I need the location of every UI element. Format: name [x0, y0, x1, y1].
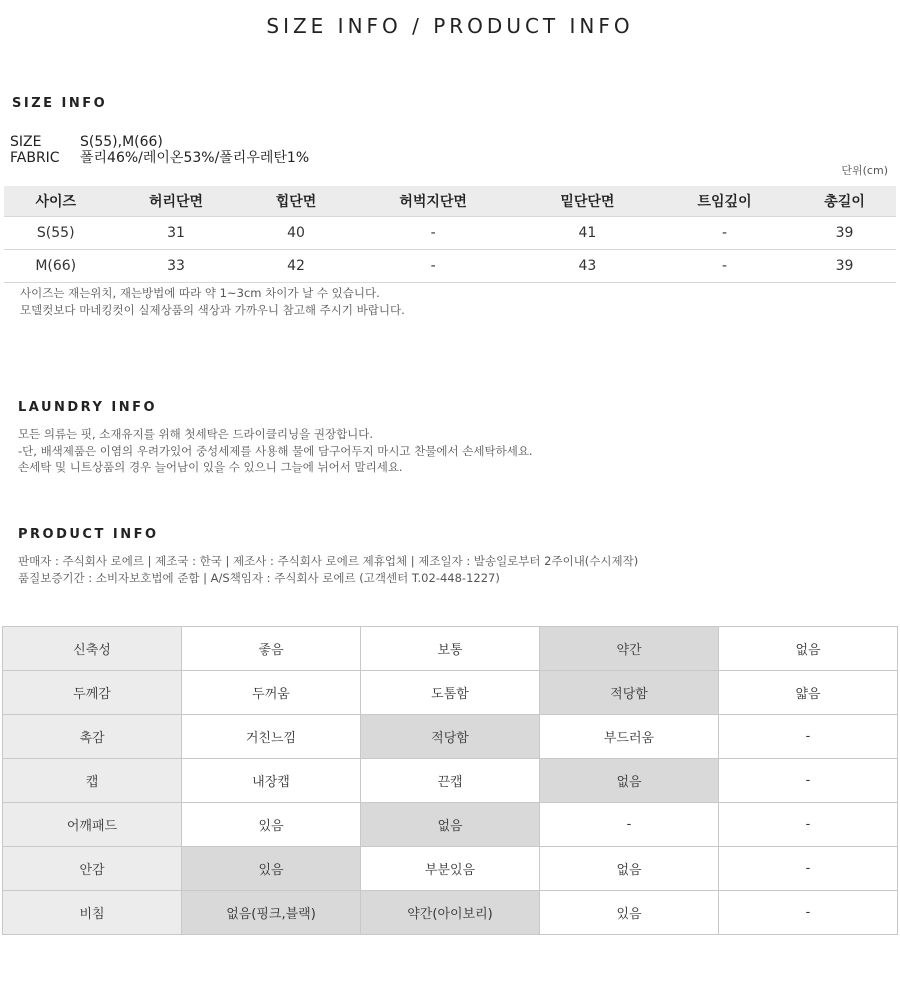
property-option: 없음(핑크,블랙) [182, 891, 361, 935]
property-option: - [719, 715, 898, 759]
property-option: 없음 [540, 847, 719, 891]
property-row-thickness [3, 671, 898, 715]
property-option: 내장캡 [182, 759, 361, 803]
size-table-cell: M(66) [4, 249, 107, 282]
property-option: - [719, 891, 898, 935]
size-table-cell: - [656, 216, 793, 249]
property-option: 있음 [182, 847, 361, 891]
size-table [4, 186, 896, 283]
product-properties-table [2, 626, 898, 935]
fabric-spec-label: FABRIC [10, 150, 60, 166]
property-option: 부분있음 [361, 847, 540, 891]
laundry-note-line: -단, 배색제품은 이염의 우려가있어 중성세제를 사용해 물에 담구어두지 마시고 찬물에서 손세탁하세요. [18, 443, 533, 458]
product-note-line: 품질보증기간 : 소비자보호법에 준함 | A/S책임자 : 주식회사 로에르 (고객센터 T.02-448-1227) [18, 570, 500, 585]
property-option: 약간 [540, 627, 719, 671]
size-table-header: 총길이 [793, 186, 896, 216]
property-row-shoulder-pad [3, 803, 898, 847]
property-row-stretch [3, 627, 898, 671]
size-table-cell: 31 [107, 216, 244, 249]
size-table-header: 사이즈 [4, 186, 107, 216]
laundry-info-heading: LAUNDRY INFO [18, 400, 158, 415]
product-note-line: 판매자 : 주식회사 로에르 | 제조국 : 한국 | 제조사 : 주식회사 로에르 제휴업체 | 제조일자 : 발송일로부터 2주이내(수시제작) [18, 554, 639, 568]
size-table-cell: - [656, 249, 793, 282]
property-option: 약간(아이보리) [361, 891, 540, 935]
product-notes [18, 553, 638, 586]
property-option: 있음 [182, 803, 361, 847]
property-option: 적당함 [540, 671, 719, 715]
size-spec-label: SIZE [10, 134, 42, 150]
unit-label: 단위(cm) [841, 164, 888, 177]
property-label: 두께감 [3, 671, 182, 715]
property-option: - [719, 803, 898, 847]
property-option: 두꺼움 [182, 671, 361, 715]
property-label: 어깨패드 [3, 803, 182, 847]
size-table-header: 트임깊이 [656, 186, 793, 216]
property-row-see-through [3, 891, 898, 935]
size-table-header: 허리단면 [107, 186, 244, 216]
size-table-cell: 39 [793, 216, 896, 249]
size-spec [10, 134, 163, 150]
size-table-cell: - [347, 216, 518, 249]
property-option: 부드러움 [540, 715, 719, 759]
property-label: 비침 [3, 891, 182, 935]
property-label: 촉감 [3, 715, 182, 759]
property-option: - [540, 803, 719, 847]
property-option: 있음 [540, 891, 719, 935]
property-option: 없음 [361, 803, 540, 847]
size-note-line: 사이즈는 재는위치, 재는방법에 따라 약 1~3cm 차이가 날 수 있습니다. [20, 286, 380, 300]
property-option: 보통 [361, 627, 540, 671]
laundry-note-line: 모든 의류는 핏, 소재유지를 위해 첫세탁은 드라이클리닝을 권장합니다. [18, 427, 374, 441]
property-option: 좋음 [182, 627, 361, 671]
property-option: 없음 [540, 759, 719, 803]
property-row-cup [3, 759, 898, 803]
laundry-notes [18, 426, 533, 476]
property-option: 거친느낌 [182, 715, 361, 759]
property-row-lining [3, 847, 898, 891]
page-title: SIZE INFO / PRODUCT INFO [266, 14, 634, 38]
laundry-note-line: 손세탁 및 니트상품의 경우 늘어남이 있을 수 있으니 그늘에 뉘어서 말리세요. [18, 460, 403, 474]
size-spec-value: S(55),M(66) [80, 134, 163, 150]
size-table-row [4, 249, 896, 282]
size-table-cell: 41 [519, 216, 656, 249]
size-notes [20, 285, 405, 318]
property-option: 얇음 [719, 671, 898, 715]
fabric-spec [10, 150, 309, 166]
fabric-spec-value: 폴리46%/레이온53%/폴리우레탄1% [80, 150, 310, 166]
size-table-header: 허벅지단면 [347, 186, 518, 216]
size-table-cell: - [347, 249, 518, 282]
property-option: - [719, 759, 898, 803]
property-row-texture [3, 715, 898, 759]
property-label: 캡 [3, 759, 182, 803]
size-table-cell: 43 [519, 249, 656, 282]
size-table-cell: 33 [107, 249, 244, 282]
product-info-heading: PRODUCT INFO [18, 527, 159, 542]
property-option: 도톰함 [361, 671, 540, 715]
size-table-header-row [4, 186, 896, 216]
property-option: 적당함 [361, 715, 540, 759]
size-table-row [4, 216, 896, 249]
property-label: 안감 [3, 847, 182, 891]
property-option: 끈캡 [361, 759, 540, 803]
property-option: - [719, 847, 898, 891]
size-note-line: 모델컷보다 마네킹컷이 실제상품의 색상과 가까우니 참고해 주시기 바랍니다. [20, 302, 405, 317]
property-option: 없음 [719, 627, 898, 671]
size-table-header: 힙단면 [245, 186, 348, 216]
property-label: 신축성 [3, 627, 182, 671]
size-table-cell: S(55) [4, 216, 107, 249]
size-info-heading: SIZE INFO [12, 96, 108, 111]
size-table-header: 밑단단면 [519, 186, 656, 216]
size-table-cell: 39 [793, 249, 896, 282]
size-table-cell: 40 [245, 216, 348, 249]
size-table-cell: 42 [245, 249, 348, 282]
